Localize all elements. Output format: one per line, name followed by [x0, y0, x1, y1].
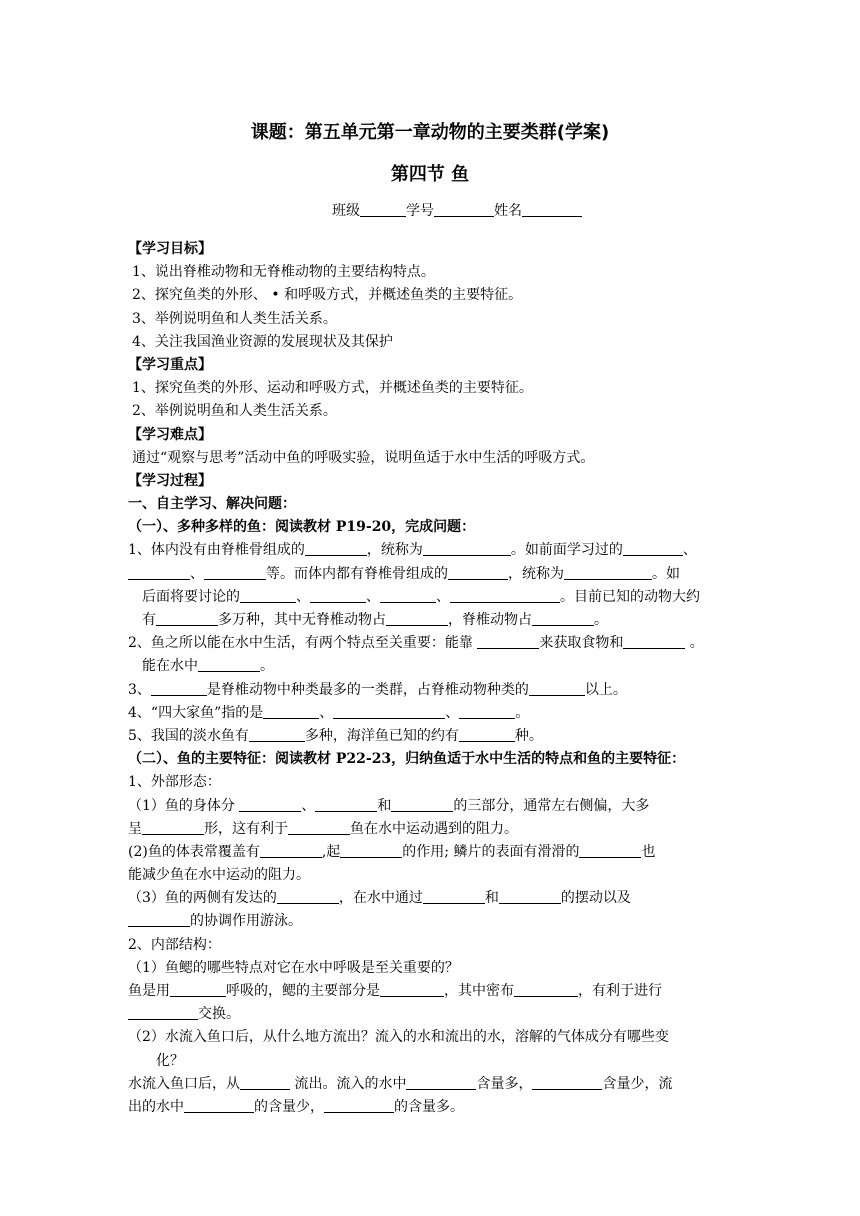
answer-blank[interactable]: [423, 888, 485, 904]
q1-text: 、: [682, 542, 697, 559]
answer-blank[interactable]: [532, 1074, 602, 1090]
student-info-line: [332, 200, 582, 220]
answer-blank[interactable]: [529, 680, 585, 696]
answer-blank[interactable]: [204, 564, 266, 580]
process-heading: 【学习过程】: [128, 472, 212, 489]
q1-text: 等。而体内都有脊椎骨组成的: [266, 565, 448, 582]
q1-text: 。如: [652, 565, 680, 582]
ext-text: 的摆动以及: [560, 890, 631, 907]
answer-blank[interactable]: [142, 819, 204, 835]
sub2-heading: （二）、鱼的主要特征：阅读教材 P22-23，归纳鱼适于水中生活的特点和鱼的主要特征：: [128, 751, 686, 768]
q1-line-4: [128, 609, 733, 632]
answer-blank[interactable]: [386, 610, 448, 626]
name-label: 姓名: [494, 203, 522, 219]
q2-text: 能在水中: [142, 658, 198, 675]
q3-line: [128, 679, 733, 702]
q4-line: [128, 702, 733, 725]
answer-blank[interactable]: [380, 981, 444, 997]
int-answer-line-2: [128, 1003, 733, 1026]
answer-blank[interactable]: [380, 587, 436, 603]
answer-blank[interactable]: [459, 703, 515, 719]
answer-blank[interactable]: [305, 540, 367, 556]
answer-blank[interactable]: [564, 564, 652, 580]
answer-blank[interactable]: [260, 842, 322, 858]
int-question-1: （1）鱼鳃的哪些特点对它在水中呼吸是至关重要的？: [128, 959, 459, 976]
part1-heading: 一、自主学习、解决问题：: [128, 496, 296, 513]
q1-text: 有: [142, 612, 156, 628]
q2-text: 。: [685, 635, 704, 652]
id-blank[interactable]: [434, 201, 494, 217]
q2-text: 2、鱼之所以能在水中生活，有两个特点至关重要：能靠: [128, 635, 478, 652]
int-text: ，有利于进行: [578, 983, 662, 999]
answer-blank[interactable]: [249, 726, 305, 742]
int-text: ，其中密布: [444, 983, 514, 999]
answer-blank[interactable]: [184, 1097, 254, 1113]
key-heading: 【学习重点】: [128, 356, 212, 373]
answer-blank[interactable]: [240, 1074, 290, 1090]
q1-text: 1、体内没有由脊椎骨组成的: [128, 542, 305, 559]
ext-text: 的协调作用游泳。: [190, 913, 302, 930]
answer-blank[interactable]: [156, 610, 218, 626]
answer-blank[interactable]: [514, 981, 578, 997]
answer-blank[interactable]: [310, 587, 366, 603]
answer-blank[interactable]: [623, 540, 683, 556]
key-item-1: 1、探究鱼类的外形、运动和呼吸方式，并概述鱼类的主要特征。: [132, 380, 533, 397]
ext-line-4: 能减少鱼在水中运动的阻力。: [128, 867, 310, 884]
answer-blank[interactable]: [288, 819, 350, 835]
q2-text: 来获取食物和: [539, 635, 624, 652]
q5-text: 种。: [514, 727, 543, 744]
key-item-2: 2、举例说明鱼和人类生活关系。: [132, 403, 337, 420]
int-text: 含量少，流: [602, 1075, 673, 1092]
goal-item-2: 2、探究鱼类的外形、 • 和呼吸方式，并概述鱼类的主要特征。: [132, 287, 523, 304]
answer-blank[interactable]: [239, 796, 301, 812]
q3-text: 是脊椎动物中种类最多的一类群，占脊椎动物种类的: [206, 681, 529, 698]
q1-text: ，统称为: [366, 542, 423, 559]
difficulty-text: 通过“观察与思考”活动中鱼的呼吸实验，说明鱼适于水中生活的呼吸方式。: [132, 449, 595, 466]
int-text: 交换。: [198, 1006, 240, 1023]
int-answer-line-1: [128, 980, 733, 1003]
q2-text: 。: [260, 658, 274, 675]
answer-blank[interactable]: [277, 888, 339, 904]
int-text: 水流入鱼口后，从: [128, 1075, 240, 1092]
answer-blank[interactable]: [499, 888, 561, 904]
ext-line-3: [128, 841, 733, 864]
q1-text: 。如前面学习过的: [510, 542, 623, 559]
worksheet-body: [128, 238, 733, 1119]
q1-text: 、: [296, 588, 310, 605]
int-text: 鱼是用: [128, 983, 170, 999]
class-blank[interactable]: [360, 201, 406, 217]
ext-text: 形，这有利于: [204, 820, 288, 837]
answer-blank[interactable]: [151, 680, 207, 696]
int-answer-line-4: [128, 1096, 733, 1119]
q1-text: 。: [594, 612, 608, 628]
q4-text: 、: [319, 704, 334, 721]
goal-item-4: 4、关注我国渔业资源的发展现状及其保护: [132, 333, 393, 350]
q1-text: 、: [436, 588, 450, 605]
answer-blank[interactable]: [623, 633, 685, 649]
q1-text: ，脊椎动物占: [448, 612, 532, 628]
answer-blank[interactable]: [240, 587, 296, 603]
int-question-2b: 化？: [156, 1052, 184, 1069]
answer-blank[interactable]: [448, 564, 508, 580]
ext-text: (2)鱼的体表常覆盖有: [128, 843, 260, 860]
answer-blank[interactable]: [459, 726, 515, 742]
answer-blank[interactable]: [198, 656, 260, 672]
answer-blank[interactable]: [324, 1097, 394, 1113]
q1-line-1: [128, 539, 733, 562]
answer-blank[interactable]: [128, 911, 190, 927]
int-answer-line-3: [128, 1073, 733, 1096]
int-text: 流出。流入的水中: [290, 1075, 407, 1092]
ext-line-1: [128, 795, 733, 818]
goals-heading: 【学习目标】: [128, 241, 212, 257]
answer-blank[interactable]: [532, 610, 594, 626]
answer-blank[interactable]: [128, 564, 190, 580]
int-question-2a: （2）水流入鱼口后，从什么地方流出？流入的水和流出的水，溶解的气体成分有哪些变: [128, 1029, 669, 1046]
section-title: 第四节 鱼: [390, 164, 470, 185]
answer-blank[interactable]: [263, 703, 319, 719]
answer-blank[interactable]: [170, 981, 226, 997]
q1-text: 、: [190, 565, 204, 582]
q1-text: 多万种，其中无脊椎动物占: [218, 612, 386, 628]
answer-blank[interactable]: [333, 703, 445, 719]
q1-text: 。目前已知的动物大约: [560, 588, 700, 605]
lesson-title: 课题：第五单元第一章动物的主要类群(学案): [250, 122, 610, 143]
internal-heading: 2、内部结构：: [128, 936, 221, 953]
int-text: 出的水中: [128, 1098, 184, 1115]
difficulty-heading: 【学习难点】: [128, 426, 212, 443]
int-text: 的含量多。: [394, 1098, 464, 1115]
ext-text: 和: [377, 797, 392, 814]
ext-text: ,起: [321, 843, 341, 860]
q1-line-2: [128, 563, 733, 586]
q2-line-1: [128, 632, 733, 655]
answer-blank[interactable]: [406, 1074, 476, 1090]
ext-text: 的作用; 鳞片的表面有滑滑的: [402, 843, 580, 860]
answer-blank[interactable]: [477, 633, 539, 649]
class-label: 班级: [332, 203, 360, 219]
ext-text: 、: [301, 797, 316, 814]
goal-item-3: 3、举例说明鱼和人类生活关系。: [132, 310, 337, 327]
ext-text: ，在水中通过: [338, 890, 423, 907]
answer-blank[interactable]: [450, 587, 560, 603]
name-blank[interactable]: [522, 201, 582, 217]
answer-blank[interactable]: [579, 842, 641, 858]
sub1-heading: （一）、多种多样的鱼：阅读教材 P19-20，完成问题：: [128, 519, 476, 536]
q3-text: 以上。: [584, 681, 627, 698]
ext-text: 的三部分，通常左右侧偏，大多: [453, 797, 650, 814]
ext-text: 和: [484, 890, 499, 907]
q5-text: 多种，海洋鱼已知的约有: [304, 727, 459, 744]
int-text: 含量多，: [476, 1075, 533, 1092]
answer-blank[interactable]: [340, 842, 402, 858]
q4-text: 4、“四大家鱼”指的是: [128, 704, 264, 721]
q1-text: 后面将要讨论的: [142, 588, 240, 605]
q1-text: 、: [366, 588, 380, 605]
q5-text: 5、我国的淡水鱼有: [128, 727, 249, 744]
q3-text: 3、: [128, 681, 151, 698]
answer-blank[interactable]: [128, 1004, 198, 1020]
ext-text: 鱼在水中运动遇到的阻力。: [350, 820, 518, 837]
q1-text: ，统称为: [508, 565, 564, 582]
ext-text: 也: [641, 843, 656, 860]
q4-text: 。: [515, 704, 530, 721]
q2-line-2: [128, 655, 733, 678]
ext-line-2: [128, 818, 733, 841]
answer-blank[interactable]: [423, 540, 511, 556]
q4-text: 、: [445, 704, 460, 721]
ext-line-5: [128, 887, 733, 910]
ext-text: （3）鱼的两侧有发达的: [128, 890, 277, 907]
int-text: 呼吸的，鳃的主要部分是: [226, 983, 380, 999]
q1-line-3: [128, 586, 733, 609]
ext-text: （1）鱼的身体分: [128, 797, 240, 814]
ext-line-6: [128, 910, 733, 933]
external-heading: 1、外部形态：: [128, 774, 221, 791]
answer-blank[interactable]: [391, 796, 453, 812]
q5-line: [128, 725, 733, 748]
int-text: 的含量少，: [254, 1098, 324, 1115]
id-label: 学号: [406, 203, 434, 219]
goal-item-1: 1、说出脊椎动物和无脊椎动物的主要结构特点。: [132, 264, 435, 281]
answer-blank[interactable]: [315, 796, 377, 812]
ext-text: 呈: [128, 820, 142, 837]
